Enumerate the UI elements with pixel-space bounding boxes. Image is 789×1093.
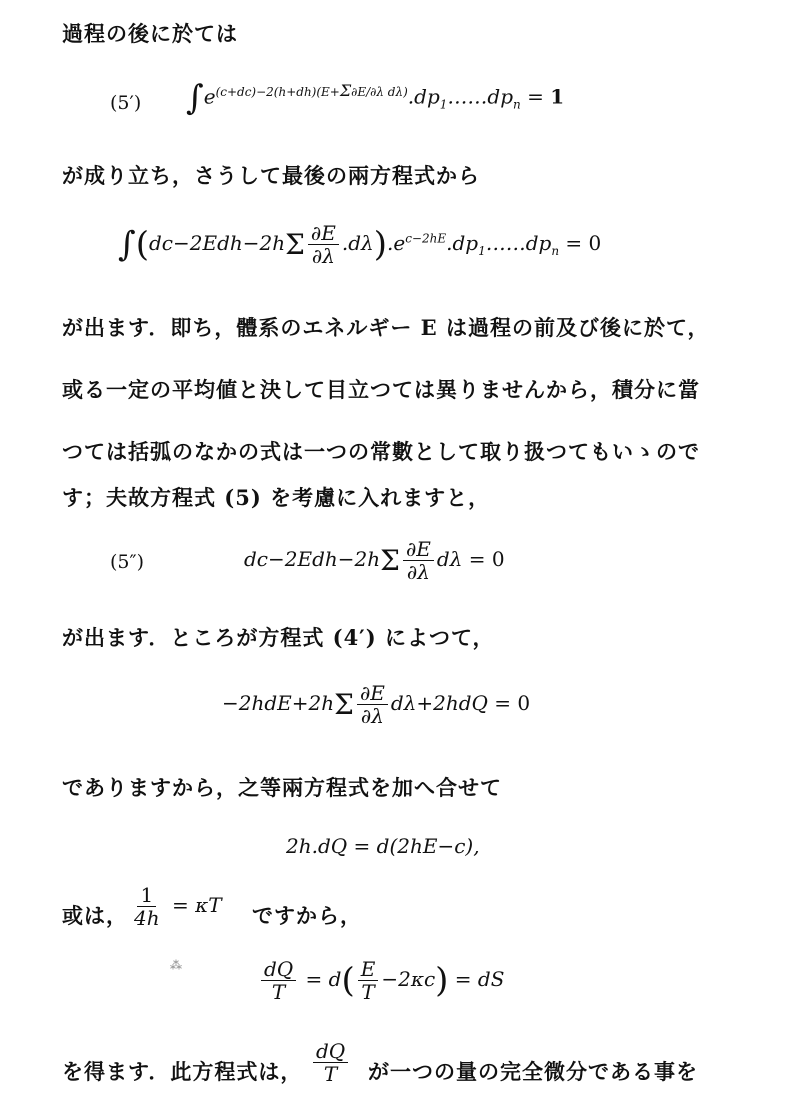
equation-energy-balance: −2hdE+2hΣ $\frac{\partial E}{\partial\lambda}$ dλ+2hdQ = 0 <box>222 681 531 728</box>
equation-dQ-over-T: $\frac{dQ}{T}$ <box>310 1040 351 1085</box>
equation-label-5doubleprime: (5″) <box>110 551 145 573</box>
equation-2hdQ: 2h.dQ = d(2hE−c), <box>286 834 480 858</box>
text-line-2: が成り立ち，さうして最後の兩方程式から <box>62 163 480 188</box>
text-line-1: 過程の後に於ては <box>62 21 238 46</box>
equation-5prime: $\int e^{(c+dc)-2(h+dh)(E+\Sigma\partial E/\partial\lambda d\lambda)}.dp_1\dots\dots dp_n = 1$ <box>186 78 565 118</box>
text-line-9a: 或は， <box>62 903 128 928</box>
text-line-4: 或る一定の平均値と決して目立つては異りませんから，積分に當 <box>62 377 700 402</box>
text-line-3: が出ます．即ち，體系のエネルギー E は過程の前及び後に於て， <box>62 315 710 340</box>
equation-label-5prime: (5′) <box>110 92 142 114</box>
scan-speck: ⁂ <box>170 958 182 972</box>
text-line-6: す；夫故方程式 (5) を考慮に入れますと， <box>62 485 491 510</box>
text-line-9b: ですから， <box>252 903 362 928</box>
text-line-5: つては括弧のなかの式は一つの常數として取り扱つてもいゝので <box>62 439 700 464</box>
equation-entropy: $\frac{dQ}{T}$ = d( $\frac{E}{T}$ −2κc) = dS <box>258 958 504 1003</box>
text-line-10b: が一つの量の完全微分である事を <box>368 1059 698 1084</box>
equation-integral-zero: ∫(dc−2Edh−2hΣ $\frac{\partial E}{\partial\lambda}$ $.d\lambda).e^{c-2hE}.dp_1\dots\dots dp_n = 0$ <box>118 221 602 268</box>
text-line-8: でありますから，之等兩方程式を加へ合せて <box>62 775 502 800</box>
text-line-10a: を得ます．此方程式は， <box>62 1059 303 1084</box>
equation-kappa-T: $\frac{1}{4h}$ = κT <box>134 883 222 930</box>
equation-5doubleprime: dc−2Edh−2hΣ $\frac{\partial E}{\partial\lambda}$ dλ = 0 <box>244 537 505 584</box>
text-line-7: が出ます．ところが方程式 (4′) によつて， <box>62 625 495 650</box>
